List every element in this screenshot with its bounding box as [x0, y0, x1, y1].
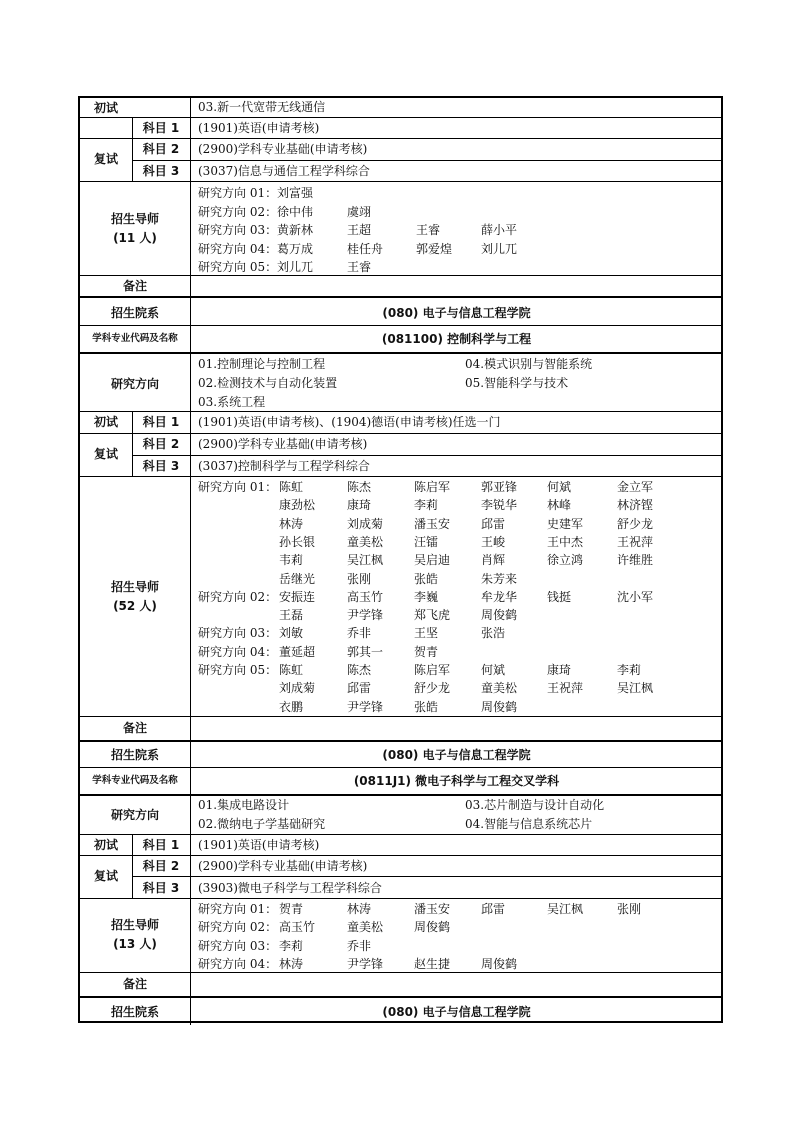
tutor-name: 潘玉安	[414, 902, 451, 916]
tutor-direction-label: 研究方向 02：	[198, 204, 278, 219]
label-tutors: 招生导师	[110, 580, 159, 594]
tutor-direction-label: 研究方向 02：	[198, 589, 278, 604]
tutor-name: 康琦	[547, 663, 572, 677]
tutor-name: 李莉	[279, 938, 304, 953]
label-major: 学科专业代码及名称	[92, 775, 178, 786]
tutor-name: 邱雷	[481, 902, 506, 916]
tutor-name: 陈启军	[414, 480, 451, 494]
tutor-name: 王磊	[279, 608, 304, 623]
direction-item: 03.系统工程	[198, 395, 266, 409]
label-chushi: 初试	[93, 838, 118, 852]
direction-item: 03.新一代宽带无线通信	[198, 100, 326, 114]
label-kemu1: 科目 1	[142, 415, 180, 429]
tutor-name: 陈启军	[414, 663, 451, 677]
tutor-name: 董延超	[279, 644, 316, 659]
tutor-name: 邱雷	[481, 516, 506, 531]
tutor-direction-label: 研究方向 03：	[198, 223, 278, 237]
tutor-count: (11 人)	[113, 231, 157, 245]
direction-item: 02.微纳电子学基础研究	[198, 817, 326, 831]
direction-item: 01.集成电路设计	[198, 798, 290, 812]
tutor-name: 钱挺	[547, 589, 572, 604]
tutor-name: 陈杰	[347, 663, 372, 677]
row-divider	[80, 716, 721, 717]
tutor-direction-label: 研究方向 04：	[198, 644, 278, 659]
tutor-name: 吴江枫	[347, 553, 384, 568]
tutor-name: 葛万成	[277, 241, 314, 256]
label-kemu1: 科目 1	[142, 121, 180, 135]
exam-subject-2: (2900)学科专业基础(申请考核)	[198, 859, 368, 873]
tutor-count: (13 人)	[113, 937, 157, 951]
label-remarks: 备注	[122, 279, 147, 293]
tutor-direction-label: 研究方向 01：	[198, 480, 278, 494]
tutor-name: 牟龙华	[481, 589, 518, 604]
tutor-name: 高玉竹	[347, 589, 384, 604]
tutor-name: 郑飞虎	[414, 608, 451, 623]
tutor-name: 衣鹏	[279, 699, 304, 714]
row-divider	[132, 455, 721, 456]
tutor-name: 贺青	[279, 902, 304, 916]
row-divider	[80, 898, 721, 899]
tutor-name: 肖辉	[481, 553, 506, 568]
tutor-name: 王睿	[347, 260, 372, 274]
tutor-name: 邱雷	[347, 681, 372, 696]
tutor-name: 林涛	[347, 902, 372, 916]
tutor-name: 王祝萍	[547, 681, 584, 696]
label-chushi: 初试	[93, 101, 118, 115]
tutor-direction-label: 研究方向 01：	[198, 186, 278, 200]
tutor-name: 王峻	[481, 534, 506, 549]
tutor-direction-label: 研究方向 03：	[198, 626, 278, 641]
row-divider	[80, 275, 721, 276]
row-divider	[80, 767, 721, 768]
tutor-name: 舒少龙	[617, 516, 654, 531]
tutor-name: 李莉	[617, 663, 642, 677]
major-name: (081100) 控制科学与工程	[381, 332, 532, 346]
tutor-name: 孙长银	[279, 534, 316, 549]
exam-subject-2: (2900)学科专业基础(申请考核)	[198, 142, 368, 156]
label-fushi: 复试	[93, 869, 118, 883]
tutor-name: 张皓	[414, 571, 439, 586]
row-divider	[80, 117, 721, 118]
exam-subject-1: (1901)英语(申请考核)	[198, 121, 320, 135]
tutor-name: 赵生捷	[414, 956, 451, 971]
direction-item: 04.智能与信息系统芯片	[465, 817, 593, 831]
tutor-name: 周俊鹤	[481, 608, 518, 623]
tutor-name: 尹学锋	[347, 956, 384, 971]
tutor-name: 周俊鹤	[481, 956, 518, 971]
tutor-name: 林济铿	[617, 498, 654, 513]
row-divider	[132, 876, 721, 877]
row-divider	[80, 352, 721, 354]
tutor-direction-label: 研究方向 02：	[198, 920, 278, 935]
tutor-name: 吴江枫	[617, 681, 654, 696]
label-kemu3: 科目 3	[142, 459, 180, 473]
label-dept: 招生院系	[110, 748, 159, 762]
label-fushi: 复试	[93, 152, 118, 166]
department-name: (080) 电子与信息工程学院	[382, 748, 531, 762]
tutor-name: 周俊鹤	[414, 920, 451, 935]
department-name: (080) 电子与信息工程学院	[382, 306, 531, 320]
exam-subject-2: (2900)学科专业基础(申请考核)	[198, 437, 368, 451]
label-tutors: 招生导师	[110, 918, 159, 932]
tutor-name: 史建军	[547, 516, 584, 531]
row-divider	[80, 740, 721, 742]
tutor-name: 王祝萍	[617, 534, 654, 549]
tutor-name: 林峰	[547, 498, 572, 513]
row-divider	[80, 138, 721, 139]
tutor-name: 陈虹	[279, 480, 304, 494]
tutor-name: 郭其一	[347, 644, 384, 659]
tutor-name: 徐立鸿	[547, 553, 584, 568]
tutor-name: 韦莉	[279, 553, 304, 568]
tutor-name: 何斌	[547, 480, 572, 494]
direction-item: 01.控制理论与控制工程	[198, 357, 326, 371]
tutor-name: 潘玉安	[414, 516, 451, 531]
tutor-count: (52 人)	[113, 599, 157, 613]
label-directions: 研究方向	[110, 377, 159, 391]
department-name: (080) 电子与信息工程学院	[382, 1005, 531, 1019]
tutor-name: 刘儿兀	[481, 241, 518, 256]
tutor-name: 岳继光	[279, 571, 316, 586]
direction-item: 05.智能科学与技术	[465, 376, 569, 390]
row-divider	[80, 476, 721, 477]
tutor-name: 周俊鹤	[481, 699, 518, 714]
tutor-name: 许维胜	[617, 553, 654, 568]
row-divider	[80, 433, 721, 434]
tutor-name: 黄新林	[277, 223, 314, 237]
row-divider	[80, 794, 721, 796]
row-divider	[80, 296, 721, 298]
tutor-name: 金立军	[617, 480, 654, 494]
tutor-name: 汪镭	[414, 534, 439, 549]
tutor-direction-label: 研究方向 05：	[198, 663, 278, 677]
tutor-direction-label: 研究方向 01：	[198, 902, 278, 916]
exam-subject-1: (1901)英语(申请考核)	[198, 838, 320, 852]
label-kemu3: 科目 3	[142, 164, 180, 178]
direction-item: 03.芯片制造与设计自动化	[465, 798, 605, 812]
tutor-name: 李莉	[414, 498, 439, 513]
major-name: (0811J1) 微电子科学与工程交叉学科	[353, 774, 560, 788]
row-divider	[80, 834, 721, 835]
tutor-name: 吴江枫	[547, 902, 584, 916]
tutor-name: 王中杰	[547, 534, 584, 549]
column-divider	[190, 98, 191, 1025]
tutor-name: 陈杰	[347, 480, 372, 494]
tutor-name: 刘敏	[279, 626, 304, 641]
label-kemu3: 科目 3	[142, 881, 180, 895]
row-divider	[132, 160, 721, 161]
row-divider	[80, 972, 721, 973]
exam-subject-3: (3037)控制科学与工程学科综合	[198, 459, 370, 473]
tutor-name: 刘成菊	[347, 516, 384, 531]
label-chushi: 初试	[93, 415, 118, 429]
tutor-direction-label: 研究方向 04：	[198, 241, 278, 256]
tutor-name: 舒少龙	[414, 681, 451, 696]
tutor-name: 张浩	[481, 626, 506, 641]
tutor-name: 郭爱煌	[416, 241, 453, 256]
tutor-name: 沈小军	[617, 589, 654, 604]
tutor-name: 童美松	[347, 534, 384, 549]
label-kemu2: 科目 2	[142, 142, 180, 156]
tutor-name: 张刚	[347, 571, 372, 586]
exam-subject-1: (1901)英语(申请考核)、(1904)德语(申请考核)任选一门	[198, 415, 501, 429]
tutor-name: 康琦	[347, 498, 372, 513]
label-dept: 招生院系	[110, 306, 159, 320]
tutor-name: 吴启迪	[414, 553, 451, 568]
row-divider	[80, 411, 721, 412]
tutor-direction-label: 研究方向 04：	[198, 956, 278, 971]
row-divider	[80, 181, 721, 182]
label-remarks: 备注	[122, 977, 147, 991]
admission-table	[78, 96, 723, 1023]
tutor-name: 尹学锋	[347, 699, 384, 714]
direction-item: 02.检测技术与自动化装置	[198, 376, 338, 390]
tutor-name: 童美松	[347, 920, 384, 935]
label-major: 学科专业代码及名称	[92, 333, 178, 344]
tutor-name: 桂任舟	[347, 241, 384, 256]
label-kemu2: 科目 2	[142, 437, 180, 451]
tutor-name: 张刚	[617, 902, 642, 916]
tutor-name: 薛小平	[481, 223, 518, 237]
tutor-name: 郭亚锋	[481, 480, 518, 494]
tutor-name: 李巍	[414, 589, 439, 604]
tutor-name: 张皓	[414, 699, 439, 714]
tutor-name: 康劲松	[279, 498, 316, 513]
label-fushi: 复试	[93, 447, 118, 461]
tutor-name: 童美松	[481, 681, 518, 696]
row-divider	[80, 996, 721, 998]
tutor-name: 刘富强	[277, 186, 314, 200]
tutor-name: 安振连	[279, 589, 316, 604]
tutor-direction-label: 研究方向 03：	[198, 938, 278, 953]
tutor-name: 李锐华	[481, 498, 518, 513]
tutor-name: 乔非	[347, 626, 372, 641]
tutor-name: 贺青	[414, 644, 439, 659]
tutor-name: 徐中伟	[277, 204, 314, 219]
tutor-name: 王坚	[414, 626, 439, 641]
row-divider	[80, 855, 721, 856]
tutor-name: 陈虹	[279, 663, 304, 677]
tutor-name: 尹学锋	[347, 608, 384, 623]
direction-item: 04.模式识别与智能系统	[465, 357, 593, 371]
exam-subject-3: (3037)信息与通信工程学科综合	[198, 164, 370, 178]
label-remarks: 备注	[122, 721, 147, 735]
label-tutors: 招生导师	[110, 212, 159, 226]
tutor-direction-label: 研究方向 05：	[198, 260, 278, 274]
tutor-name: 朱芳来	[481, 571, 518, 586]
label-directions: 研究方向	[110, 808, 159, 822]
tutor-name: 刘成菊	[279, 681, 316, 696]
tutor-name: 林涛	[279, 956, 304, 971]
tutor-name: 刘儿兀	[277, 260, 314, 274]
tutor-name: 何斌	[481, 663, 506, 677]
tutor-name: 王超	[347, 223, 372, 237]
tutor-name: 林涛	[279, 516, 304, 531]
tutor-name: 王睿	[416, 223, 441, 237]
label-kemu2: 科目 2	[142, 859, 180, 873]
tutor-name: 虞翊	[347, 204, 372, 219]
tutor-name: 乔非	[347, 938, 372, 953]
row-divider	[80, 325, 721, 326]
label-kemu1: 科目 1	[142, 838, 180, 852]
label-dept: 招生院系	[110, 1005, 159, 1019]
exam-subject-3: (3903)微电子科学与工程学科综合	[198, 881, 382, 895]
tutor-name: 高玉竹	[279, 920, 316, 935]
